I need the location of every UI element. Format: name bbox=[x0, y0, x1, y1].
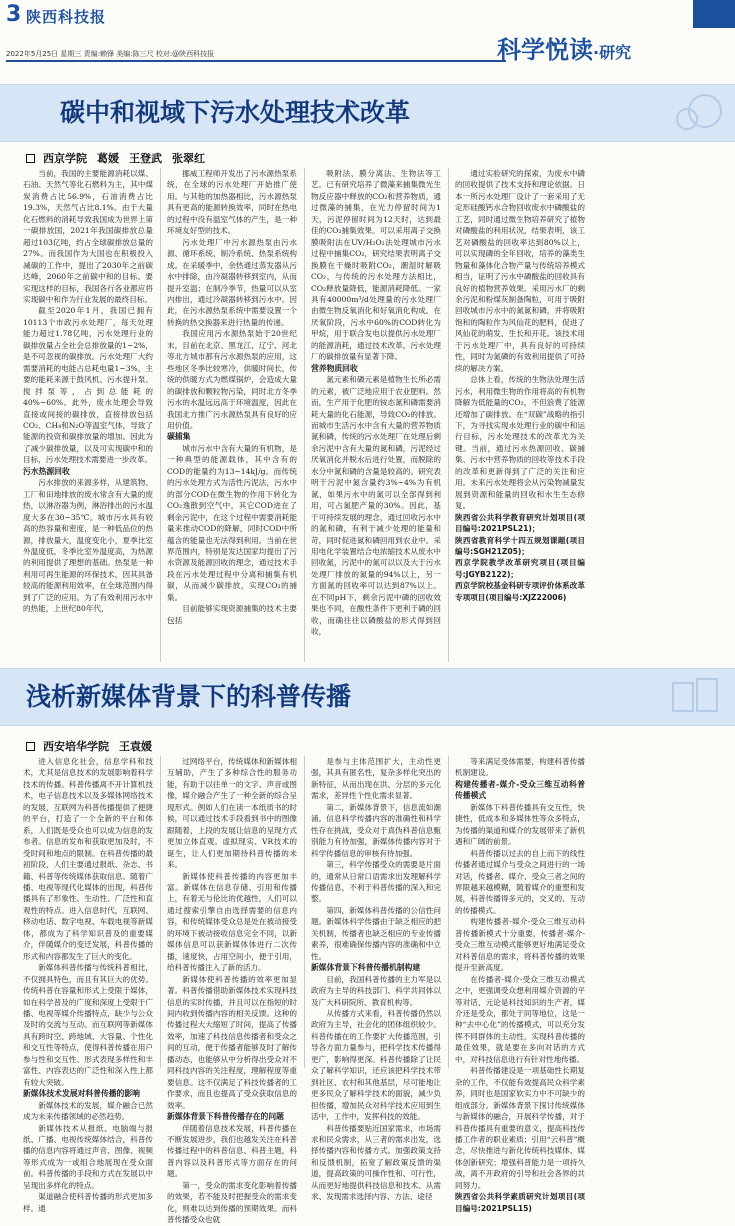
paragraph: 通过实验研究的探索，为废水中磷的回收提供了技术支持和理论依据。日本一所污水处理厂设计了一套采用了无定形硅酸钙水合物回收废水中磷酸盐的工艺，同时通过微生物培养研究了植物对磷酸盐的利用状况，结果表明，该工艺对磷酸盐的回收率达到80%以上，可以实现磷的全年回收，培养的藻类生物量和藻体化合物产量与传统培养模式相当，证明了污水中磷酸盐的回收具有良好的植物营养效果。采用污水厂的剩余污泥和粉煤灰制备陶粒，可用于吸附回收城市污水中的氮氮和磷，并将吸附饱和的陶粒作为风仙花的肥料，促进了风仙花的萌发、生长和开花。该技术用于污水处理厂中，具有良好的可持续性，同时为氮磷的有效利用提供了可持续的解决方案。 bbox=[455, 169, 585, 373]
section-subname: 研究 bbox=[599, 43, 632, 62]
paragraph: 第四，新媒体科普传播的公信性问题。新媒体科学传播由于缺乏相应的把关机制，传播者也缺乏相应的专业传播素养，很难确保传播内容的准确和中立性。 bbox=[311, 905, 441, 961]
subheading: 碳捕集 bbox=[167, 432, 191, 442]
section-title bbox=[497, 30, 631, 65]
paragraph: 第三，科学传播受众的需要是片面的，通常从日常口语需求出发理解科学传播信息，不利于科普传播的深入和完整。 bbox=[311, 860, 441, 904]
paragraph: 截至2020年1月，我国已拥有10113个市政污水处理厂，每天处理能力超过1.78亿吨，污水处理行业的碳排放量占全社会总排放量的1~2%，是不可忽视的碳排放。污水处理厂大约需要消耗的电能占总耗电量1~3%，主要的能耗来源于鼓风机、污水提升泵、搅拌泵等，占到总能耗的40%~60%。此外，废水处理会导致直接或间接的碳排放，直接排放包括CO₂、CH₄和N₂O等温室气体，导致了能源的投资和碳排放量的增加。因此为了减少碳排放量，以及可实现碳中和的目标，污水处理技术需要进一步改革。 bbox=[23, 306, 154, 465]
article2-title: 浅析新媒体背景下的科普传播 bbox=[26, 682, 352, 711]
funding-note: 西京学院校基金科研专项评价体系改革专项项目(项目编号:XJZ22006) bbox=[455, 581, 585, 602]
paragraph: 伴随着信息技术发展，科普传播在不断发展进步，我们也越发关注在科普传播过程中的科普信息、科普主题，科普内容以及科普形式等方面存在的问题。 bbox=[167, 1123, 297, 1179]
paragraph: 等来满足受体需要，构建科普传播机制建设。 bbox=[455, 757, 585, 778]
text-column bbox=[311, 756, 441, 1202]
paragraph: 新媒体技术从报纸、电脑端与报纸、广播、电视传统媒体结合，科普传播的信息内容将通过声音、图像、视频等形式成为一或组合地展现在受众面前。科普传播的手段和方式在发展以中呈现出多样化的特点。 bbox=[23, 1123, 153, 1190]
subheading: 新媒体技术发展对科普传播的影响 bbox=[23, 1089, 140, 1099]
paragraph: 在传播者-媒介-受众三维互动模式之中，更强调受众想利用媒介资源的平等对话，元论是科技知识的生产者，媒介还是受众，都处于同等地位，这是一种“去中心化”的传播模式，可以充分发挥不同群体的主动性，实现科普传播的最佳效果，就是要在多向对话的方式中，对科技信息进行有针对性地传播。 bbox=[455, 974, 585, 1064]
paragraph: 科普传播要贴近国家需求，市场需求和民众需求，从三者的需求出发，选择传播内容和传播方式。加强政策支持和反馈机制，拓宽了解政策反馈的渠道，提高政策的可操作性和、可行性，从而更好地提供科技信息和技术、从需求、发现需求选择内容、方法、途径 bbox=[311, 1123, 441, 1202]
paragraph: 目前能够实现资源捕集的技术主要包括 bbox=[167, 604, 297, 625]
paragraph: 吸附法、膜分离法、生物法等工艺。已有研究培养了微藻来捕集微光生物反应器中释放的CO₂和营养物质，通过微藻的捕集，在光力停留时间为1天，污泥停留时间为12天时，达到最佳的CO₂捕集效果。可以采用离子交换膜吸附法在UV/H₂O₂法处理城市污水过程中捕集CO₂，研究结果表明离子交换膜在干燥时吸附CO₂，潮湿时解吸CO₂，与传统的污水处理方法相比，CO₂释放量降低，能源消耗降低。一家具有40000m³/d处理量的污水处理厂由微生物反氧消化和好氧消化构成，在厌氧阶段，污水中60%的COD转化为甲烷，用于联合发电以提供污水处理厂的能源消耗，通过技术改革，污水处理厂的碳排放量有显著下降。 bbox=[311, 169, 441, 362]
subheading: 新媒体背景下科普传播存在的问题 bbox=[167, 1112, 284, 1122]
section-name: 科学悦读 bbox=[497, 36, 593, 64]
text-column bbox=[23, 756, 153, 1213]
article1-title: 碳中和视域下污水处理技术改革 bbox=[60, 98, 411, 127]
paragraph: 城市污水中含有大量的有机物，是一种典型的能源载体，其中含有的COD的能量约为13~14kJ/g。而传统的污水处理方式为活性污泥法，污水中的部分COD在微生物的作用下转化为CO₂逸散到空气中，其它COD进在了剩余污泥中，在这个过程中需要消耗能量来推动COD的降解，同时COD中所蕴含的能量也无法得到利用。当前在世界范围内，特别是发达国家均提出了污水资源及能源回收的理念，通过技术手段在污水处理过程中分离和捕集有机碳，从而减少碳排放，实现CO₂的捕集。 bbox=[167, 443, 297, 602]
column-divider bbox=[448, 168, 449, 662]
funding-note: 陕西省公共科学素质研究计划项目(项目编号:2021PSL15) bbox=[455, 1192, 585, 1213]
subheading: 污水热源回收 bbox=[23, 466, 70, 476]
article2-org: 西安培华学院 bbox=[43, 740, 109, 753]
column-divider bbox=[160, 756, 161, 1068]
column-divider bbox=[304, 168, 305, 662]
paragraph: 过网络平台，传统媒体和新媒体相互辅助，产生了多种综合性的服务功能，有助于以往单一的文字、声音或图像，媒介融合产生了一种全新的综合呈现形式。例如人们在读一本纸质书的时候，可以通过技术手段看到书中的图像跟随着，上段的发展让信息的呈现方式更加立体直观。虚拟现实、VR技术的诞生，让人们更加期待科普传播的未来。 bbox=[167, 757, 297, 870]
subheading: 营养物质回收 bbox=[311, 363, 358, 373]
column-divider bbox=[160, 168, 161, 662]
column-divider bbox=[304, 756, 305, 1068]
funding-note: 陕西省教育科学十四五规划课题(项目编号:SGH21Z05)； bbox=[455, 535, 585, 556]
paragraph: 总体上看，传统的生物法处理生活污水，利用微生物的作用将高的有机物降解为低能量的CO₂，不但浪费了能源还增加了碳排放。在“双碳”战略的指引下，为寻找实现水处理行业的碳中和运行目标，污水处理技术的改革尤为关键。当前，通过污水热源回收、碳捕集、污水中营养物质的回收等技术手段的改革和更新得到了广泛的关注和应用。未来污水处理将会从污染物减量发展到资源和能量的回收和水生生态修复。 bbox=[455, 375, 585, 511]
paragraph: 新媒体技术的发展，媒介融合已然成为未来传播领域的必然趋势。 bbox=[23, 1100, 153, 1122]
header-rule bbox=[6, 60, 506, 62]
paragraph: 渠道融合使科普传播的形式更加多样。通 bbox=[23, 1192, 153, 1213]
banner-decoration-icon bbox=[665, 673, 725, 721]
paragraph: 第二，新媒体背景下，信息流如潮涌。信息科学传播内容的准确性和科学性存在挑战，受众对于真伪科普信息甄别能力有待加强，新媒体传播内容对于科学传播信息的审核有待加强。 bbox=[311, 802, 441, 858]
text-column bbox=[455, 756, 585, 1213]
byline-square-icon bbox=[26, 154, 35, 163]
paragraph: 构建传播者-媒介-受众三维互动科普传播新模式十分重要，传播者-媒介-受众三维互动模式能够更好地满足受众对科普信息的需求，将科普传播的效果提升至新高度。 bbox=[455, 917, 585, 973]
text-column bbox=[167, 168, 297, 662]
article2-banner bbox=[0, 668, 735, 726]
paragraph: 第一，受众的需求变化影响着传播的效果，若不能及时把握受众的需求变化，则难以达到传播的预期效果。而科普传播受众也就 bbox=[167, 1180, 297, 1225]
paragraph: 我国应用污水源热泵始于20世纪末，目前在北京、黑龙江、辽宁、河北等北方城市都有污水源热泵的应用，这些地区冬季比较寒冷，供暖时间长，传统的供暖方式为燃煤锅炉，会造成大量的碳排放和颗粒物污染，同时北方冬季污水的水温远远高于环境温度，因此在我国北方推广污水源热泵具有良好的应用价值。 bbox=[167, 329, 297, 430]
paragraph: 目前，我国科普传播的主力军是以政府为主导的科技部门、科学共同体以及广大科研院所、教育机构等。 bbox=[311, 974, 441, 1007]
text-column bbox=[311, 168, 441, 662]
paragraph: 科普传播以过去的自上而下的线性传播者通过媒介与受众之间进行的一场对话，传播者、媒介、受众三者之间的界限越来越模糊，随着媒介的重塑和发展，科普传播得多元的，交叉的、互动的传播模式。 bbox=[455, 848, 585, 915]
paragraph: 新媒体下科普传播具有交互性，快捷性，低成本和多媒体性等众多特点，为传播的渠道和媒介的发展带来了新机遇和广阔的前景。 bbox=[455, 802, 585, 847]
article1-org: 西京学院 bbox=[43, 152, 87, 165]
paragraph: 新媒体使科普传播的效率更加显著。科普传播借助新媒体技术实现科技信息的实时传播，并且可以在指短的时间内收到传播内容的相关反馈。这种的传播过程大大缩短了时间，提高了传播效率，加速了科技信息传播者和受众之间的互动，便于传播者能够及时了解传播动态，也能够从中分析得出受众对不同科技内容的关注程度，理解程度等重要信息。这不仅满足了科技传播者的工作要求，而且也提高了受众获取信息的效率。 bbox=[167, 974, 297, 1110]
paragraph: 进入信息化社会，信息学科和技术，尤其是信息技术的发展影响着科学技术的传播。科普传播离不开计算机技术，电子信息技术以及多媒体网络技术的发展，互联网为科普传播提供了便捷的平台，打造了一个全新的平台和体系，人们既是受众也可以成为信息的发布者。信息的发布和获取更加及时，不受时间和地点的限制。在科普传播的最初阶段，人们主要通过报纸、杂志、书籍、科普等传统媒体获取信息。随着广播、电视等现代化媒体的出现，科普传播具有了形象性、生动性、广泛性和直观性的特点。进入信息时代，互联网、移动电话、数字电视、车载电视等新媒体，都成为了科学知识普及的重要媒介，伴随媒介的变迁发展，科普传播的形式和内容都发生了巨大的变化。 bbox=[23, 757, 153, 961]
paragraph: 新媒体使科普传播的内容更加丰富。新媒体在信息存储、引用和传播上，有着无与伦比的优越性，人们可以通过搜索引擎自由选择需要的信息内容，和传统媒体受众总是处在被动接受的环境下被动接收信息完全不同，以新媒体信息可以获新媒体体进行二次传播，速度快，占用空间小，便于引用，给科普传播注入了新的活力。 bbox=[167, 871, 297, 973]
newspaper-name: 陕西科技报 bbox=[26, 8, 107, 26]
text-column bbox=[23, 168, 153, 662]
article1-author: 王登武 bbox=[129, 152, 162, 165]
article1-author: 张翠红 bbox=[172, 152, 205, 165]
paragraph: 从传播方式来看，科普传播仍然以政府为主导，社会化的团体组织较少。科普传播在的工作要扩大传播范围，引导各方面力量参与，把科学技术传播得更广，影响得更深。科普传播除了让民众了解科学知识，还应该把科学技术带到社区、农村和其他基层，尽可能地让更多民众了解科学技术的面貌，减少负担传播，增加民众对科学技术应用到生活中，工作中，发挥科技的效能。 bbox=[311, 1008, 441, 1122]
issue-meta: 2022年5月25日 星期三 责编:赖锋 美编:陈三尺 校对:@陕西科技报 bbox=[6, 50, 215, 58]
article1-author: 葛媛 bbox=[97, 152, 119, 165]
article2-byline bbox=[26, 738, 152, 754]
page-number: 3 bbox=[6, 2, 22, 27]
funding-note: 陕西省公共科学教育研究计划项目(项目编号:2021PSL21)； bbox=[455, 512, 585, 534]
text-column bbox=[167, 756, 297, 1225]
column-divider bbox=[448, 756, 449, 1068]
paragraph: 科普传播建设是一项基础性长期复杂的工作，不仅能有效提高民众科学素养，同时也是国家软实力中不可缺少的组成部分。新媒体背景下探讨传统媒体与新媒体的融合，开展科学传播，对于科普传播具有重要的意义，提高科技传播工作者的职业素质；引用“云科普”概念，尽快推进与新化传统科技媒体、媒体创新研究；增强科普能力是一项持久战，离不开政府的引导和社会各界的共同努力。 bbox=[455, 1066, 585, 1190]
paragraph: 氮元素和磷元素是植物生长所必需的元素，被广泛地应用于农业肥料。然而，生产用于化肥的铵态氮和磷需要消耗大量的化石能源，导致CO₂的排放。而城市生活污水中含有大量的营养物质氮和磷，传统的污水处理厂在处理后剩余污泥中含有大量的氮和磷，污泥经过厌氧消化并脱水后进行处置，而脱除的水分中氮和磷的含量是较高的。研究表明干污泥中氮含量约3%~4%为有机氮，如果污水中的氮可以全部得到利用，可占氮肥产量的30%。因此，基于可持续发展的理念，通过回收污水中的氮和磷，有利于减少处理的能量和苛，同时促进氮和磷回用到农业中。采用电化学装置结合电浓缩技术从废水中回收氮，污泥中的氮可以以及大于污水处理厂排放的氮量的94%以上，另一方面氮的回收率可以达到87%以上。在不同pH下，剩余污泥中磷的回收效果也不同，在酸性条件下更利于磷的回收，而确往往以磷酸盐的形式得到回收， bbox=[311, 375, 441, 637]
section-separator: · bbox=[593, 43, 600, 62]
subheading: 新媒体背景下科普传播机制构建 bbox=[311, 963, 421, 973]
article1-byline bbox=[26, 150, 205, 166]
paragraph: 是参与主体范围扩大，主动性更强，其具有匿名性，复杂多样化突出的新特征，从而出现在洪、分层的多元化需求，差异性个性化需求显著。 bbox=[311, 757, 441, 801]
paragraph: 污水排放的来源多样，从建筑物、工厂和田地排放的废水常含有大量的废热，以淋浴器为例，淋浴排出的污水温度大多在30~35℃。城市污水具有较高的热容量和密度，是一种低品位的热源，排放量大，温度变化小，夏季比室外温度低，冬季比室外温度高，为热源的利用提供了理想的基础。热泵是一种利用可再生能源的环保技术，因其具备较高的能源利用效率，在全球范围内得到了广泛的应用。为了有效利用污水中的热能，上世纪80年代， bbox=[23, 478, 153, 614]
funding-note: 西京学院教学改革研究项目(项目编号:JGYB2122)； bbox=[455, 558, 585, 579]
paragraph: 挪威工程师开发出了污水源热泵系统，在全球的污水处理厂开始推广使用。与其他的加热器相比，污水源热泵具有更高的能源转换效率，同时在热电的过程中没有温室气体的产生，是一种环境友好型的技术。 bbox=[167, 169, 297, 236]
byline-square-icon bbox=[26, 742, 35, 751]
paragraph: 新媒体科普传播与传统科普相比，不仅拥具特色，而且有其巨大的优势。传统科普在容量和形式上受限于媒体，如在科学普及的广度和深度上受限于广播、电视等媒介传播特点，缺少与公众及时的交流与互动。而互联网等新媒体具有跨时空、跨地域、大容量、个性化和交互性等特点，使得科普传播在用户参与性和交互性、形式表现多样性和丰富性、内容表达的广泛性和深入性上都有较大突破。 bbox=[23, 963, 153, 1087]
article1-banner bbox=[0, 84, 735, 142]
paragraph: 当前，我国的主要能源消耗以煤、石油、天然气等化石燃料为主，其中煤炭消费占比56.9%，石油消费占比19.3%，天然气占比8.1%。由于大量化石燃料的消耗导致我国成为世界上第一碳排放国，2021年我国碳排放总量超过103亿吨，约占全球碳排放总量的27%。而我国作为大国也在积极投入减碳的工作中，提出了2030年之前碳达峰，2060年之前碳中和的目标。要实现这样的目标，我国各行各业都应将实现碳中和作为行业发展的最终目标。 bbox=[23, 169, 153, 304]
article2-author: 王袁媛 bbox=[119, 740, 152, 753]
banner-decoration-icon bbox=[665, 89, 725, 137]
subheading: 构建传播者-媒介-受众三维互动科普传播模式 bbox=[455, 779, 585, 801]
masthead bbox=[0, 0, 735, 70]
text-column bbox=[455, 168, 585, 662]
corner-decoration bbox=[693, 0, 735, 28]
paragraph: 污水处理厂中污水源热泵由污水源、循环系统、制冷系统、热泵系统构成。在采暖季中，余热通过蒸发器从污水中排除，由冷凝器转移到室内，从而提升室温；在制冷季节，热量可以从室内排出，通过冷凝器转移到污水中。因此，在污水源热泵系统中需要设置一个转换的热交换器来进行热量的传递。 bbox=[167, 237, 297, 327]
